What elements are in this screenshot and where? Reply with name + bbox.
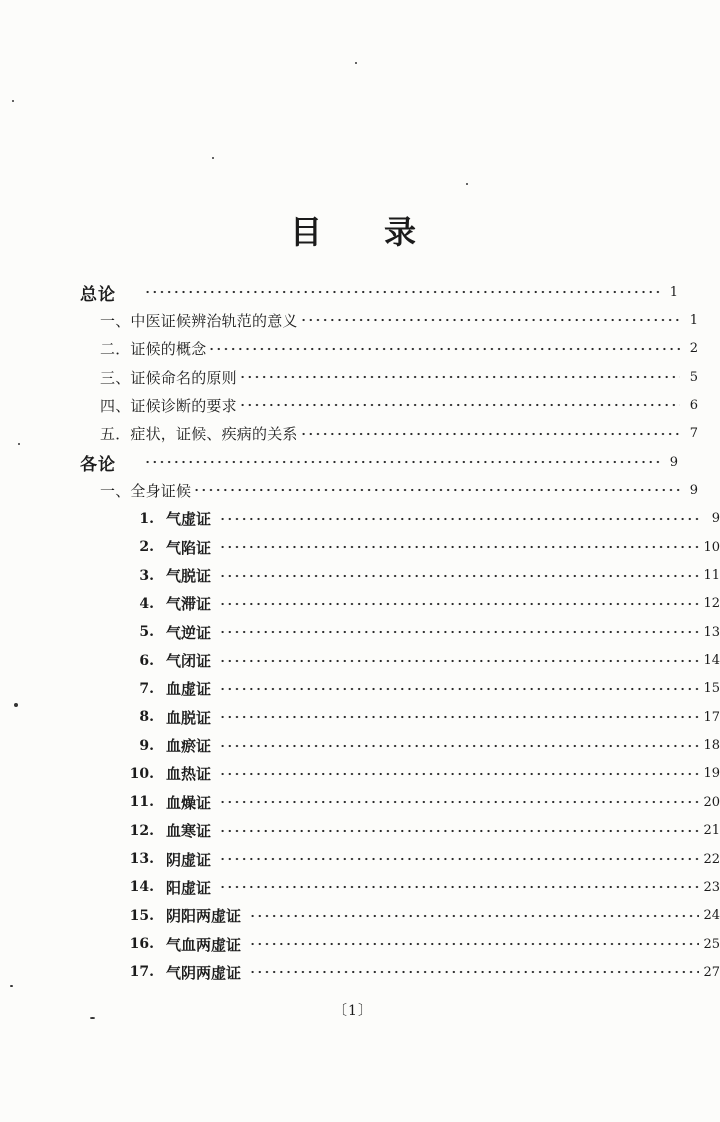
toc-dot-leader — [219, 884, 699, 890]
toc-entry — [0, 278, 678, 306]
toc-entry-label: 阳虚证 — [166, 878, 212, 897]
toc-entry-number: 8. — [139, 709, 154, 726]
toc-entry-number: 6. — [139, 652, 154, 669]
toc-entry-label: 气陷证 — [166, 538, 212, 557]
toc-entry — [0, 590, 720, 618]
toc-entry — [0, 306, 698, 334]
toc-dot-leader — [219, 629, 699, 635]
toc-entry-label: 气虚证 — [166, 510, 212, 529]
toc-entry — [0, 873, 720, 901]
toc-entry-label: 阴虚证 — [166, 850, 212, 869]
toc-entry — [0, 505, 720, 533]
toc-entry-number: 17. — [129, 964, 154, 981]
toc-entry-label: 气滞证 — [166, 595, 212, 614]
toc-entry-page: 27 — [703, 964, 720, 980]
toc-entry-page: 21 — [703, 823, 720, 839]
toc-entry — [0, 420, 698, 448]
toc-entry — [0, 902, 720, 930]
toc-entry-page: 5 — [689, 369, 698, 385]
toc-entry-number: 4. — [139, 595, 154, 612]
toc-dot-leader — [249, 941, 699, 947]
toc-entry-label: 总论 — [80, 284, 116, 305]
scan-speck — [212, 157, 214, 159]
toc-entry-page: 9 — [689, 482, 698, 498]
toc-entry-page: 15 — [703, 681, 720, 697]
scan-speck — [18, 443, 20, 445]
toc-entry-number: 2. — [139, 539, 154, 556]
toc-entry — [0, 562, 720, 590]
toc-entry — [0, 788, 720, 816]
toc-entry — [0, 647, 720, 675]
toc-dot-leader — [249, 969, 699, 975]
scan-speck — [90, 1017, 95, 1019]
toc-entry-label: 各论 — [80, 454, 116, 475]
toc-dot-leader — [208, 346, 680, 352]
toc-entry-page: 19 — [703, 766, 720, 782]
toc-entry-label: 血瘀证 — [166, 737, 212, 756]
toc-dot-leader — [219, 601, 699, 607]
toc-dot-leader — [239, 374, 680, 380]
toc-entry-page: 20 — [703, 794, 720, 810]
toc-entry — [0, 817, 720, 845]
toc-entry-number: 13. — [129, 851, 154, 867]
toc-entry-page: 14 — [703, 653, 720, 669]
toc-dot-leader — [144, 459, 660, 465]
toc-entry-number: 5. — [139, 624, 154, 641]
toc-entry-page: 1 — [669, 284, 678, 300]
toc-dot-leader — [239, 402, 680, 408]
toc-entry-page: 2 — [689, 341, 698, 357]
scan-speck — [466, 183, 468, 185]
toc-entry — [0, 675, 720, 703]
toc-entry-page: 12 — [703, 596, 720, 612]
toc-entry-page: 23 — [703, 879, 720, 895]
toc-entry-number: 14. — [129, 879, 154, 896]
page-title-char-2: 录 — [384, 213, 417, 251]
toc-dot-leader — [219, 856, 699, 862]
toc-entry-number: 10. — [129, 765, 154, 782]
toc-entry-page: 10 — [703, 539, 720, 555]
toc-entry-page: 22 — [703, 851, 720, 867]
toc-dot-leader — [219, 516, 702, 522]
toc-entry-number: 1. — [139, 510, 154, 527]
toc-entry-number: 9. — [139, 737, 154, 754]
toc-entry-label: 气逆证 — [166, 623, 212, 642]
scan-speck — [14, 703, 18, 707]
toc-entry — [0, 618, 720, 646]
toc-entry-page: 9 — [711, 511, 720, 527]
toc-entry — [0, 930, 720, 958]
toc-entry — [0, 533, 720, 561]
scan-speck — [10, 985, 13, 987]
toc-entry-label: 气脱证 — [166, 567, 212, 585]
toc-entry-page: 11 — [703, 568, 720, 583]
toc-entry-page: 9 — [669, 454, 678, 470]
toc-entry — [0, 363, 698, 391]
toc-entry-label: 气血两虚证 — [166, 935, 242, 954]
toc-entry-label: 血虚证 — [166, 680, 212, 699]
toc-entry-label: 血热证 — [166, 765, 212, 784]
toc-entry-label: 气闭证 — [166, 652, 212, 671]
toc-dot-leader — [219, 714, 699, 720]
toc-entry — [0, 391, 698, 419]
toc-entry-label: 血寒证 — [166, 822, 212, 841]
toc-entry-label: 一、全身证候 — [100, 481, 192, 500]
toc-dot-leader — [300, 431, 680, 437]
scan-speck — [355, 62, 357, 64]
toc-entry — [0, 760, 720, 788]
toc-entry-label: 三、证候命名的原则 — [100, 368, 237, 387]
toc-entry — [0, 958, 720, 986]
toc-entry-number: 15. — [129, 907, 154, 924]
toc-dot-leader — [193, 487, 680, 493]
toc-dot-leader — [219, 771, 699, 777]
toc-entry — [0, 732, 720, 760]
toc-entry-page: 25 — [703, 936, 720, 952]
scan-speck — [12, 100, 14, 102]
toc-dot-leader — [144, 289, 660, 295]
toc-entry — [0, 335, 698, 363]
toc-entry-page: 13 — [703, 624, 720, 640]
toc-entry-label: 五．症状，证候、疾病的关系 — [100, 425, 298, 444]
page-title-char-1: 目 — [289, 213, 322, 251]
toc-entry-label: 气阴两虚证 — [166, 963, 242, 982]
toc-entry-label: 血燥证 — [166, 793, 212, 812]
toc-entry-number: 7. — [139, 680, 154, 697]
toc-entry-label: 血脱证 — [166, 708, 212, 727]
toc-entry-page: 6 — [689, 397, 698, 413]
toc-entry — [0, 845, 720, 873]
toc-entry-number: 12. — [129, 822, 154, 839]
toc-dot-leader — [300, 317, 680, 323]
toc-entry-page: 7 — [689, 426, 698, 442]
toc-dot-leader — [219, 743, 699, 749]
toc-dot-leader — [219, 573, 699, 579]
toc-entry-page: 1 — [689, 312, 698, 328]
toc-dot-leader — [219, 828, 699, 834]
toc-entry-label: 四、证候诊断的要求 — [100, 396, 237, 415]
toc-dot-leader — [249, 913, 699, 919]
page-number: 〔1〕 — [333, 1003, 373, 1019]
toc-entry-number: 16. — [129, 936, 154, 953]
toc-entry-page: 17 — [703, 709, 720, 725]
toc-entry — [0, 703, 720, 731]
toc-entry-label: 二．证候的概念 — [100, 340, 207, 359]
toc-entry-number: 3. — [139, 567, 154, 584]
toc-entry-label: 一、中医证候辨治轨范的意义 — [100, 311, 298, 330]
toc-dot-leader — [219, 658, 699, 664]
toc-dot-leader — [219, 686, 699, 692]
toc-entry-label: 阴阳两虚证 — [166, 907, 242, 926]
toc-entry — [0, 476, 698, 504]
toc-entry-page: 18 — [703, 738, 720, 754]
toc-entry — [0, 448, 678, 476]
toc-dot-leader — [219, 544, 699, 550]
toc-entry-page: 24 — [703, 908, 720, 924]
toc-dot-leader — [219, 799, 699, 805]
toc-entry-number: 11. — [129, 794, 154, 811]
